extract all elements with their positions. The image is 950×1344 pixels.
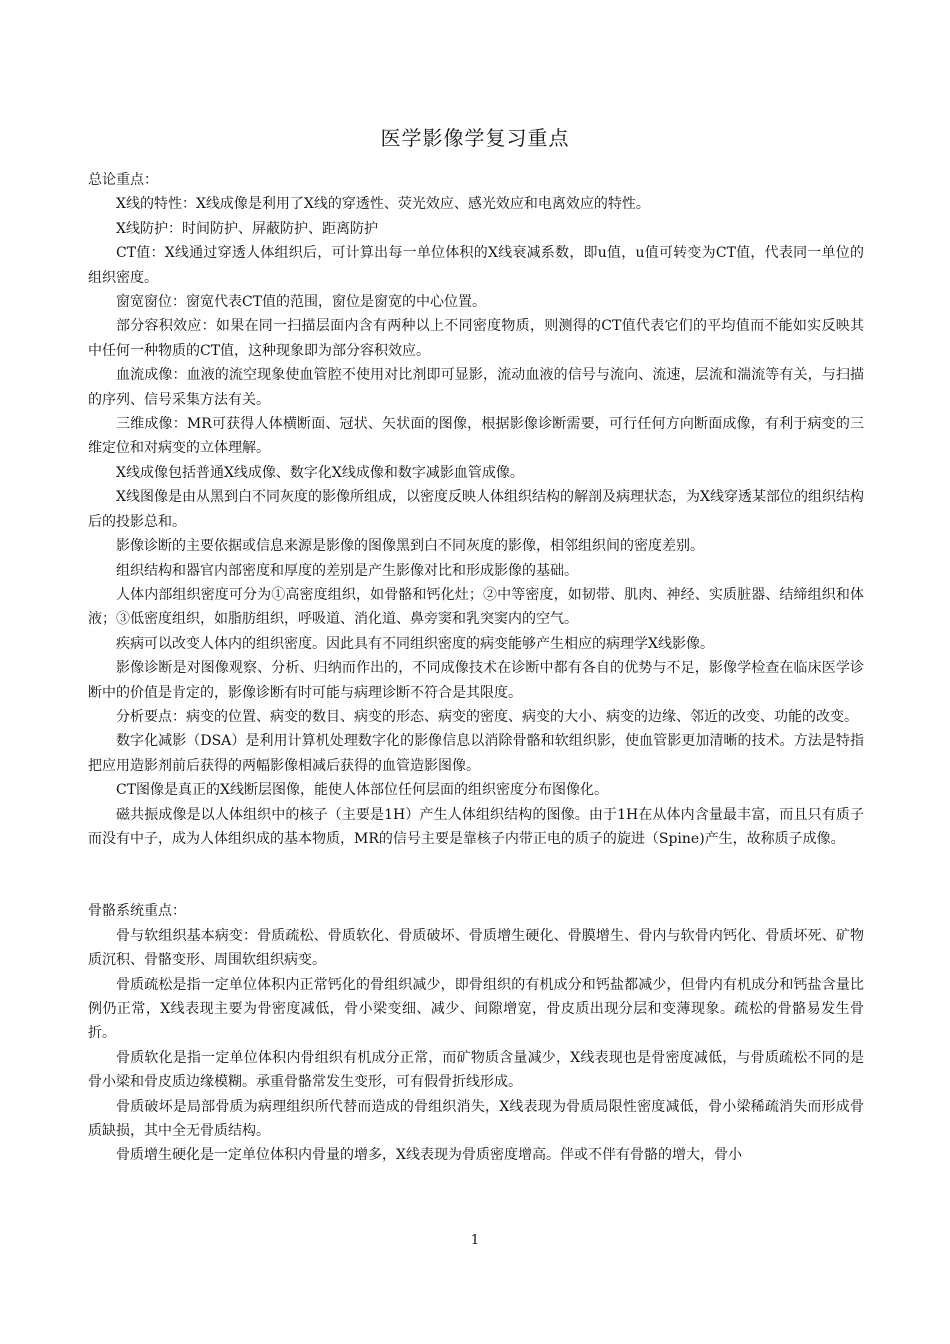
paragraph: 疾病可以改变人体内的组织密度。因此具有不同组织密度的病变能够产生相应的病理学X线影像。 — [116, 635, 714, 652]
paragraph: CT图像是真正的X线断层图像，能使人体部位任何层面的组织密度分布图像化。 — [116, 782, 609, 799]
paragraph: 骨质破坏是局部骨质为病理组织所代替而造成的骨组织消失，X线表现为骨质局限性密度减低，骨小梁稀疏消失而形成骨质缺损，其中全无骨质结构。 — [88, 1098, 864, 1140]
paragraph: 人体内部组织密度可分为①高密度组织，如骨骼和钙化灶；②中等密度，如韧带、肌肉、神经、实质脏器、结缔组织和体液；③低密度组织，如脂肪组织，呼吸道、消化道、鼻旁窦和乳突窦内的空气。 — [88, 586, 864, 628]
paragraph: 三维成像：MR可获得人体横断面、冠状、矢状面的图像，根据影像诊断需要，可行任何方向断面成像，有利于病变的三维定位和对病变的立体理解。 — [88, 416, 864, 457]
paragraph: 骨与软组织基本病变：骨质疏松、骨质软化、骨质破坏、骨质增生硬化、骨膜增生、骨内与软骨内钙化、骨质坏死、矿物质沉积、骨骼变形、周围软组织病变。 — [88, 927, 864, 969]
paragraph: X线图像是由从黑到白不同灰度的影像所组成，以密度反映人体组织结构的解剖及病理状态，为X线穿透某部位的组织结构后的投影总和。 — [88, 489, 864, 530]
paragraph: 组织结构和器官内部密度和厚度的差别是产生影像对比和形成影像的基础。 — [116, 562, 578, 579]
paragraph: 分析要点：病变的位置、病变的数目、病变的形态、病变的密度、病变的大小、病变的边缘、邻近的改变、功能的改变。 — [116, 708, 858, 725]
document-body — [88, 168, 864, 1168]
paragraph: CT值：X线通过穿透人体组织后，可计算出每一单位体积的X线衰减系数，即u值，u值可转变为CT值，代表同一单位的组织密度。 — [88, 245, 864, 286]
section-heading-skeletal: 骨骼系统重点： — [88, 903, 186, 920]
paragraph: 骨质软化是指一定单位体积内骨组织有机成分正常，而矿物质含量减少，X线表现也是骨密度减低，与骨质疏松不同的是骨小梁和骨皮质边缘模糊。承重骨骼常发生变形，可有假骨折线形成。 — [88, 1049, 864, 1091]
paragraph: 骨质疏松是指一定单位体积内正常钙化的骨组织减少，即骨组织的有机成分和钙盐都减少，但骨内有机成分和钙盐含量比例仍正常，X线表现主要为骨密度减低，骨小梁变细、减少、间隙增宽，骨皮质出现分层和变薄现象。疏松的骨骼易发生骨折。 — [88, 976, 864, 1042]
section-spacer — [88, 851, 864, 899]
paragraph: 影像诊断是对图像观察、分析、归纳而作出的，不同成像技术在诊断中都有各自的优势与不足，影像学检查在临床医学诊断中的价值是肯定的，影像诊断有时可能与病理诊断不符合是其限度。 — [88, 660, 864, 701]
paragraph: X线防护：时间防护、屏蔽防护、距离防护 — [116, 220, 378, 237]
paragraph: 窗宽窗位：窗宽代表CT值的范围，窗位是窗宽的中心位置。 — [116, 294, 487, 311]
paragraph: 影像诊断的主要依据或信息来源是影像的图像黑到白不同灰度的影像，相邻组织间的密度差别。 — [116, 538, 704, 555]
paragraph: 磁共振成像是以人体组织中的核子（主要是1H）产生人体组织结构的图像。由于1H在从体内含量最丰富，而且只有质子而没有中子，成为人体组织成的基本物质，MR的信号主要是靠核子内带正电的质子的旋进（Spine)产生，故称质子成像。 — [88, 806, 864, 847]
paragraph: X线成像包括普通X线成像、数字化X线成像和数字减影血管成像。 — [116, 464, 524, 481]
paragraph: 部分容积效应：如果在同一扫描层面内含有两种以上不同密度物质，则测得的CT值代表它们的平均值而不能如实反映其中任何一种物质的CT值，这种现象即为部分容积效应。 — [88, 318, 864, 359]
paragraph: X线的特性：X线成像是利用了X线的穿透性、荧光效应、感光效应和电离效应的特性。 — [116, 196, 650, 213]
document-title: 医学影像学复习重点 — [380, 126, 570, 150]
section-heading-general: 总论重点： — [88, 172, 158, 188]
paragraph: 骨质增生硬化是一定单位体积内骨量的增多，X线表现为骨质密度增高。伴或不伴有骨骼的增大，骨小 — [116, 1147, 742, 1164]
page-number: 1 — [470, 1233, 480, 1248]
paragraph: 数字化减影（DSA）是利用计算机处理数字化的影像信息以消除骨骼和软组织影，使血管影更加清晰的技术。方法是特指把应用造影剂前后获得的两幅影像相减后获得的血管造影图像。 — [88, 733, 864, 774]
paragraph: 血流成像：血液的流空现象使血管腔不使用对比剂即可显影，流动血液的信号与流向、流速，层流和湍流等有关，与扫描的序列、信号采集方法有关。 — [88, 367, 864, 408]
